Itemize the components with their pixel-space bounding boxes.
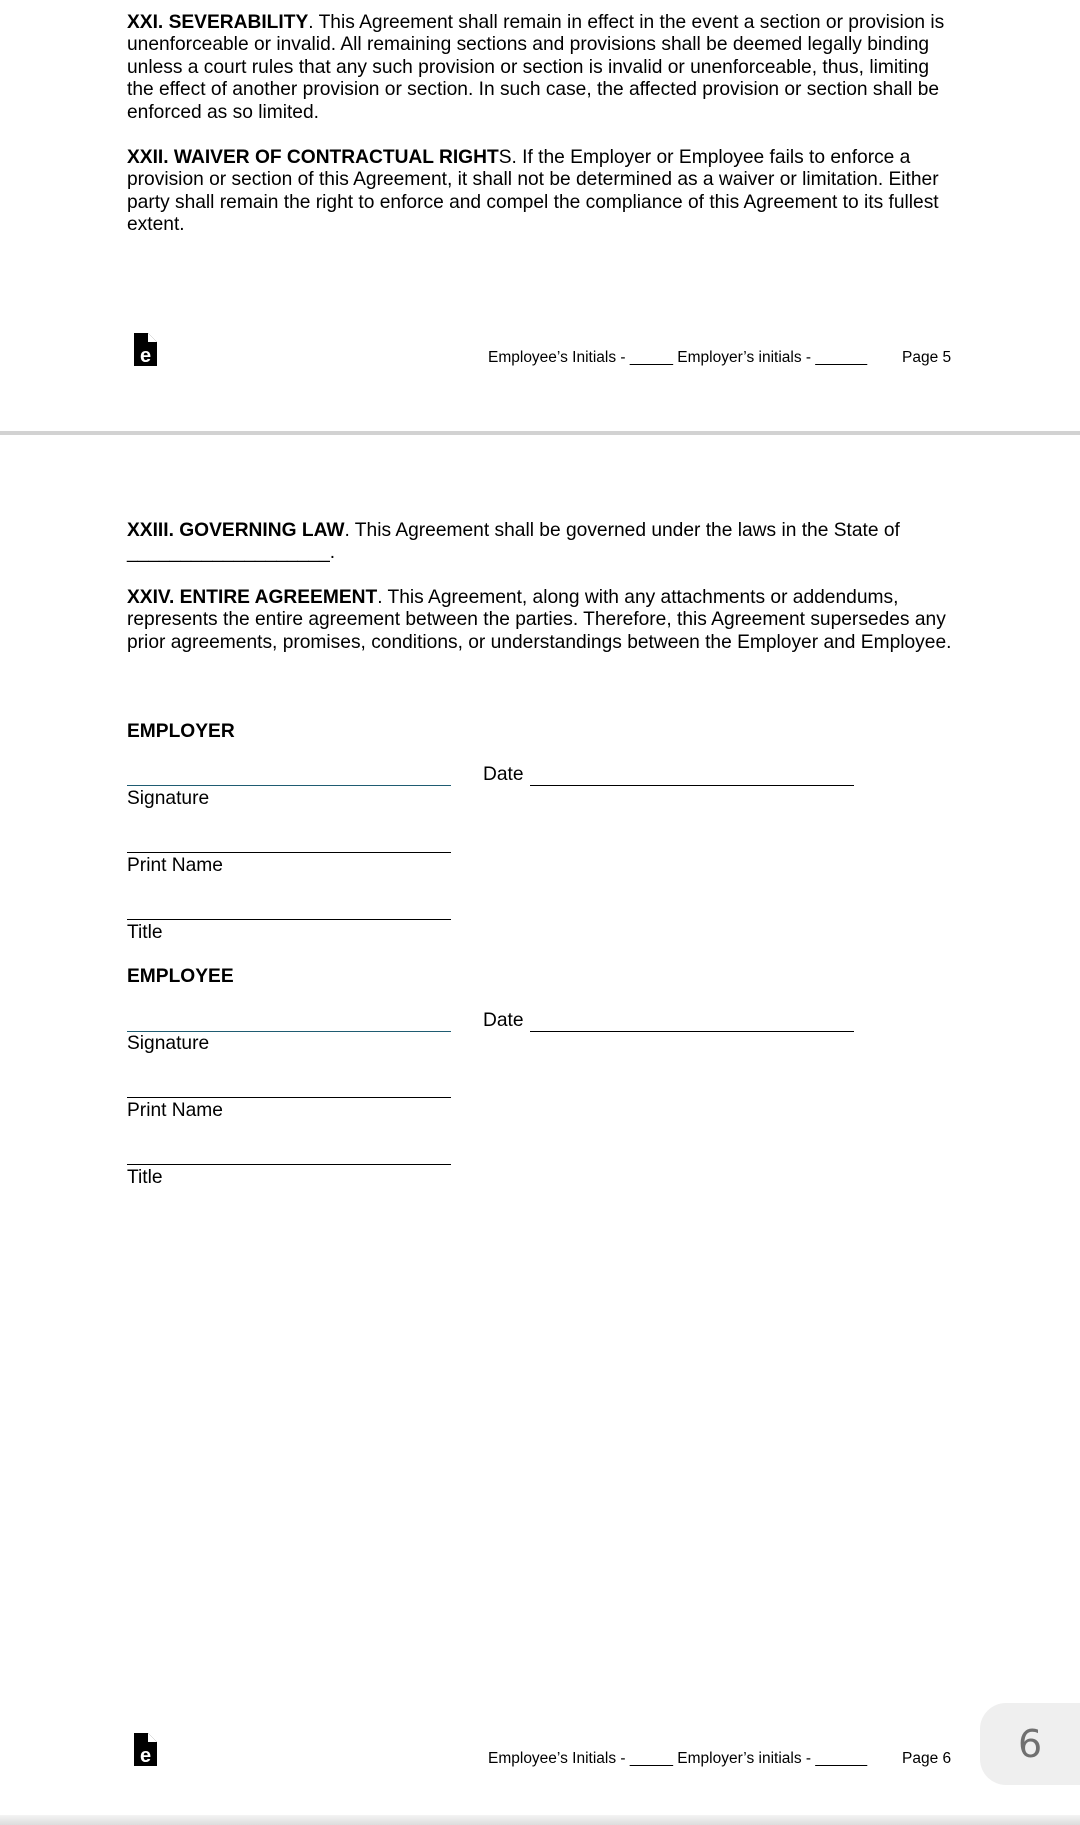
employee-heading: EMPLOYEE bbox=[127, 966, 234, 987]
section-heading: XXIV. ENTIRE AGREEMENT bbox=[127, 587, 378, 608]
employee-print-name-label: Print Name bbox=[127, 1100, 223, 1121]
section-body: . This Agreement shall be governed under the laws in the State of bbox=[344, 520, 900, 541]
section-body: S. If the Employer or Employee fails to enforce a provision or section of this Agreement, it shall not be determined as a waiver or limitation. Either party shall remain the right to enforce and compel the compliance of this Agreement to its fullest extent. bbox=[127, 147, 939, 236]
employer-date-label: Date bbox=[483, 764, 524, 785]
initials-line: Employee’s Initials - _____ Employer’s initials - ______ bbox=[488, 349, 868, 366]
employee-signature-label: Signature bbox=[127, 1033, 210, 1054]
section-heading: XXIII. GOVERNING LAW bbox=[127, 520, 345, 541]
section-entire-agreement bbox=[127, 587, 957, 654]
bottom-scroll-edge bbox=[0, 1815, 1080, 1825]
employer-date-line[interactable] bbox=[530, 785, 854, 786]
document-logo-icon bbox=[132, 1733, 157, 1766]
section-severability bbox=[127, 12, 957, 124]
employee-signature-line[interactable] bbox=[127, 1031, 451, 1032]
section-body: . This Agreement shall remain in effect in the event a section or provision is unenforceable or invalid. All remaining sections and provisions shall be deemed legally binding unless a court rules that any such provision or section is invalid or unenforceable, thus, limiting the effect of another provision or section. In such case, the affected provision or section shall be enforced as so limited. bbox=[127, 12, 945, 123]
employer-print-name-label: Print Name bbox=[127, 855, 223, 876]
section-waiver bbox=[127, 147, 957, 237]
section-heading: XXII. WAIVER OF CONTRACTUAL RIGHT bbox=[127, 147, 499, 168]
section-governing-law bbox=[127, 520, 957, 565]
section-body: . This Agreement, along with any attachments or addendums, represents the entire agreement between the parties. Therefore, this Agreement supersedes any prior agreements, promises, conditions, or understandings between the Employer and Employee. bbox=[127, 587, 952, 653]
page-number-indicator[interactable]: 6 bbox=[980, 1703, 1080, 1785]
employer-heading: EMPLOYER bbox=[127, 721, 235, 742]
document-page-5 bbox=[0, 0, 1080, 432]
employer-title-label: Title bbox=[127, 922, 163, 943]
employee-date-line[interactable] bbox=[530, 1031, 854, 1032]
svg-text:e: e bbox=[139, 345, 152, 366]
employer-signature-line[interactable] bbox=[127, 785, 451, 786]
employer-signature-label: Signature bbox=[127, 788, 210, 809]
employee-print-name-line[interactable] bbox=[127, 1097, 451, 1098]
employer-print-name-line[interactable] bbox=[127, 852, 451, 853]
page-number-label: Page 6 bbox=[902, 1750, 952, 1767]
employee-title-label: Title bbox=[127, 1167, 163, 1188]
page-number-label: Page 5 bbox=[902, 349, 952, 366]
employee-title-line[interactable] bbox=[127, 1164, 451, 1165]
section-heading: XXI. SEVERABILITY bbox=[127, 12, 309, 33]
state-blank[interactable]: ___________________. bbox=[127, 542, 336, 564]
employee-date-label: Date bbox=[483, 1010, 524, 1031]
initials-line: Employee’s Initials - _____ Employer’s initials - ______ bbox=[488, 1750, 868, 1767]
document-logo-icon bbox=[132, 333, 157, 366]
employer-title-line[interactable] bbox=[127, 919, 451, 920]
svg-text:e: e bbox=[139, 1745, 152, 1766]
